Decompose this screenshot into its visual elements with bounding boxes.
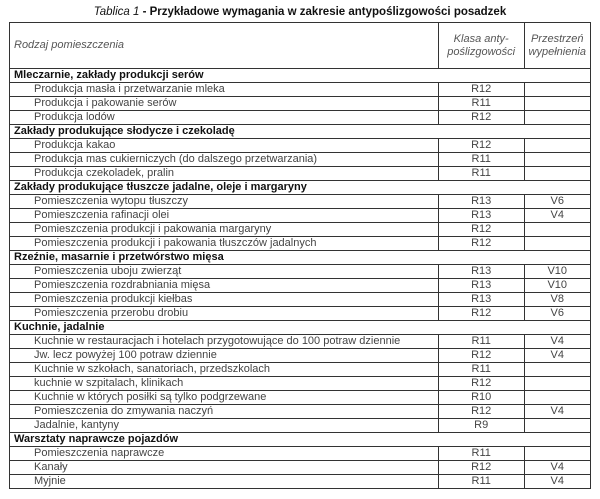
space-cell: V10 [524, 279, 590, 293]
requirements-table [9, 22, 591, 489]
table-row [10, 139, 591, 153]
table-row [10, 111, 591, 125]
room-cell: Kanały [10, 461, 439, 475]
table-row [10, 405, 591, 419]
class-cell: R11 [438, 153, 524, 167]
table-row [10, 195, 591, 209]
space-cell: V4 [524, 461, 590, 475]
space-cell: V4 [524, 209, 590, 223]
section-title: Zakłady produkujące słodycze i czekoladę [10, 125, 591, 139]
room-cell: Pomieszczenia do zmywania naczyń [10, 405, 439, 419]
space-cell [524, 83, 590, 97]
space-cell [524, 111, 590, 125]
class-cell: R12 [438, 461, 524, 475]
room-cell: Pomieszczenia naprawcze [10, 447, 439, 461]
class-cell: R13 [438, 209, 524, 223]
class-cell: R12 [438, 237, 524, 251]
table-row [10, 223, 591, 237]
section-title: Rzeźnie, masarnie i przetwórstwo mięsa [10, 251, 591, 265]
section-title: Warsztaty naprawcze pojazdów [10, 433, 591, 447]
class-cell: R12 [438, 377, 524, 391]
space-cell: V6 [524, 195, 590, 209]
header-space: Przestrzeń wypełnienia [524, 23, 590, 69]
room-cell: Myjnie [10, 475, 439, 489]
section-row [10, 125, 591, 139]
class-cell: R12 [438, 111, 524, 125]
space-cell [524, 391, 590, 405]
room-cell: Produkcja mas cukierniczych (do dalszego przetwarzania) [10, 153, 439, 167]
space-cell [524, 167, 590, 181]
room-cell: Pomieszczenia produkcji i pakowania tłuszczów jadalnych [10, 237, 439, 251]
space-cell: V4 [524, 475, 590, 489]
space-cell: V8 [524, 293, 590, 307]
header-room: Rodzaj pomieszczenia [10, 23, 439, 69]
table-caption: - Przykładowe wymagania w zakresie antypoślizgowości posadzek [139, 6, 507, 18]
section-title: Kuchnie, jadalnie [10, 321, 591, 335]
room-cell: Kuchnie w których posiłki są tylko podgrzewane [10, 391, 439, 405]
space-cell [524, 153, 590, 167]
class-cell: R13 [438, 293, 524, 307]
space-cell [524, 139, 590, 153]
space-cell [524, 223, 590, 237]
section-title: Mleczarnie, zakłady produkcji serów [10, 69, 591, 83]
room-cell: Produkcja czekoladek, pralin [10, 167, 439, 181]
table-row [10, 153, 591, 167]
room-cell: Pomieszczenia produkcji kiełbas [10, 293, 439, 307]
room-cell: Pomieszczenia przerobu drobiu [10, 307, 439, 321]
table-row [10, 419, 591, 433]
class-cell: R11 [438, 447, 524, 461]
table-title [0, 6, 600, 18]
header-class: Klasa anty-poślizgowości [438, 23, 524, 69]
space-cell: V6 [524, 307, 590, 321]
class-cell: R13 [438, 195, 524, 209]
class-cell: R11 [438, 167, 524, 181]
table-row [10, 363, 591, 377]
room-cell: Produkcja kakao [10, 139, 439, 153]
space-cell [524, 377, 590, 391]
table-row [10, 447, 591, 461]
space-cell: V4 [524, 335, 590, 349]
table-row [10, 279, 591, 293]
table-row [10, 349, 591, 363]
table-row [10, 377, 591, 391]
section-row [10, 251, 591, 265]
class-cell: R12 [438, 307, 524, 321]
room-cell: Jw. lecz powyżej 100 potraw dziennie [10, 349, 439, 363]
section-title: Zakłady produkujące tłuszcze jadalne, oleje i margaryny [10, 181, 591, 195]
space-cell: V4 [524, 405, 590, 419]
table-row [10, 97, 591, 111]
table-row [10, 307, 591, 321]
space-cell: V10 [524, 265, 590, 279]
class-cell: R11 [438, 475, 524, 489]
space-cell: V4 [524, 349, 590, 363]
table-number: Tablica 1 [93, 6, 140, 18]
table-row [10, 265, 591, 279]
room-cell: Produkcja i pakowanie serów [10, 97, 439, 111]
header-row [10, 23, 591, 69]
room-cell: Produkcja lodów [10, 111, 439, 125]
room-cell: Produkcja masła i przetwarzanie mleka [10, 83, 439, 97]
class-cell: R12 [438, 139, 524, 153]
table-row [10, 167, 591, 181]
table-row [10, 209, 591, 223]
table-row [10, 391, 591, 405]
table-row [10, 475, 591, 489]
table-row [10, 461, 591, 475]
space-cell [524, 419, 590, 433]
section-row [10, 181, 591, 195]
table-row [10, 83, 591, 97]
class-cell: R11 [438, 97, 524, 111]
class-cell: R10 [438, 391, 524, 405]
space-cell [524, 363, 590, 377]
class-cell: R11 [438, 363, 524, 377]
room-cell: Pomieszczenia rozdrabniania mięsa [10, 279, 439, 293]
room-cell: Kuchnie w szkołach, sanatoriach, przedszkolach [10, 363, 439, 377]
table-row [10, 237, 591, 251]
class-cell: R12 [438, 223, 524, 237]
class-cell: R11 [438, 335, 524, 349]
space-cell [524, 447, 590, 461]
room-cell: Pomieszczenia rafinacji olei [10, 209, 439, 223]
space-cell [524, 237, 590, 251]
room-cell: Pomieszczenia produkcji i pakowania margaryny [10, 223, 439, 237]
class-cell: R13 [438, 265, 524, 279]
table-row [10, 293, 591, 307]
section-row [10, 69, 591, 83]
class-cell: R12 [438, 405, 524, 419]
class-cell: R12 [438, 83, 524, 97]
section-row [10, 433, 591, 447]
section-row [10, 321, 591, 335]
class-cell: R13 [438, 279, 524, 293]
table-row [10, 335, 591, 349]
room-cell: Pomieszczenia wytopu tłuszczy [10, 195, 439, 209]
class-cell: R12 [438, 349, 524, 363]
room-cell: kuchnie w szpitalach, klinikach [10, 377, 439, 391]
room-cell: Pomieszczenia uboju zwierząt [10, 265, 439, 279]
room-cell: Jadalnie, kantyny [10, 419, 439, 433]
room-cell: Kuchnie w restauracjach i hotelach przygotowujące do 100 potraw dziennie [10, 335, 439, 349]
space-cell [524, 97, 590, 111]
class-cell: R9 [438, 419, 524, 433]
